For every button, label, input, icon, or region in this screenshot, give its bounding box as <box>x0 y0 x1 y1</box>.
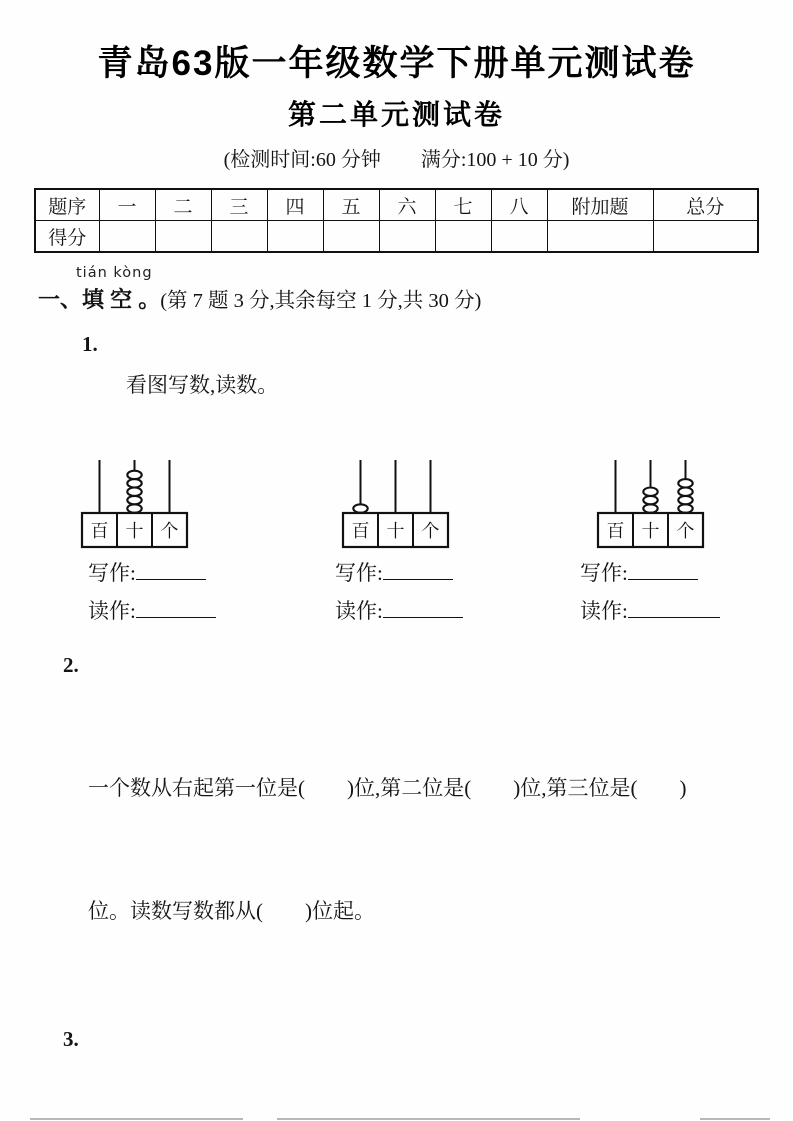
question-3-number: 3. <box>63 1027 79 1051</box>
score-header-cell: 总分 <box>653 189 758 221</box>
score-header-cell: 一 <box>99 189 155 221</box>
svg-text:十: 十 <box>125 521 144 541</box>
score-header-cell: 二 <box>155 189 211 221</box>
score-cell <box>267 221 323 253</box>
abacus-figure-1-icon <box>72 457 207 549</box>
section-1-heading-bold: 一、填 空 。 <box>38 287 161 312</box>
score-header-cell: 四 <box>267 189 323 221</box>
score-header-cell: 七 <box>435 189 491 221</box>
question-1-number: 1. <box>82 332 98 356</box>
score-cell <box>491 221 547 253</box>
score-header-cell: 三 <box>211 189 267 221</box>
question-2 <box>0 645 793 1014</box>
blank-line <box>383 595 463 618</box>
svg-text:十: 十 <box>641 521 660 541</box>
svg-text:个: 个 <box>160 521 179 541</box>
write-label: 写作: <box>580 557 698 587</box>
write-label: 写作: <box>88 557 206 587</box>
question-2-line-1: 一个数从右起第一位是( )位,第二位是( )位,第三位是( ) <box>88 776 687 800</box>
question-3 <box>0 1019 793 1121</box>
read-label: 读作: <box>580 595 720 625</box>
blank-line <box>383 557 453 580</box>
score-header-cell: 题序 <box>35 189 99 221</box>
score-cell <box>653 221 758 253</box>
page-subtitle: 第二单元测试卷 <box>287 99 505 130</box>
abacus-figure-3-icon <box>588 457 723 549</box>
svg-text:个: 个 <box>421 521 440 541</box>
svg-text:百: 百 <box>90 521 109 541</box>
svg-text:百: 百 <box>606 521 625 541</box>
blank-line <box>628 557 698 580</box>
score-cell <box>379 221 435 253</box>
score-table-score-row <box>35 221 758 253</box>
score-header-cell: 八 <box>491 189 547 221</box>
score-header-cell: 附加题 <box>547 189 653 221</box>
blank-line <box>136 595 216 618</box>
section-1-heading-paren: (第 7 题 3 分,其余每空 1 分,共 30 分) <box>160 290 482 312</box>
question-1-text: 看图写数,读数。 <box>126 373 279 397</box>
section-1-heading <box>38 283 793 314</box>
score-cell <box>323 221 379 253</box>
write-label: 写作: <box>335 557 453 587</box>
score-cell <box>99 221 155 253</box>
page-title: 青岛63版一年级数学下册单元测试卷 <box>97 44 696 83</box>
svg-text:百: 百 <box>351 521 370 541</box>
abacus-figures-row <box>0 457 793 551</box>
svg-text:十: 十 <box>386 521 405 541</box>
exam-info-line: (检测时间:60 分钟 满分:100 + 10 分) <box>223 149 570 171</box>
abacus-figure-2-icon <box>333 457 468 549</box>
score-table <box>34 188 759 253</box>
blank-line <box>136 557 206 580</box>
score-cell <box>435 221 491 253</box>
write-read-answer-grid <box>0 557 793 635</box>
question-2-number: 2. <box>63 653 79 677</box>
blank-line <box>628 595 720 618</box>
svg-text:个: 个 <box>676 521 695 541</box>
question-1 <box>0 324 793 447</box>
score-table-header-row <box>35 189 758 221</box>
scan-artifact-line <box>700 1118 770 1120</box>
score-cell <box>547 221 653 253</box>
read-label: 读作: <box>335 595 463 625</box>
score-cell <box>155 221 211 253</box>
score-row-label: 得分 <box>35 221 99 253</box>
score-cell <box>211 221 267 253</box>
score-header-cell: 五 <box>323 189 379 221</box>
scan-artifact-line <box>30 1118 243 1120</box>
read-label: 读作: <box>88 595 216 625</box>
scan-artifact-line <box>277 1118 580 1120</box>
question-2-line-2: 位。读数写数都从( )位起。 <box>88 899 375 923</box>
score-header-cell: 六 <box>379 189 435 221</box>
pinyin-annotation: tián kòng <box>76 265 153 281</box>
